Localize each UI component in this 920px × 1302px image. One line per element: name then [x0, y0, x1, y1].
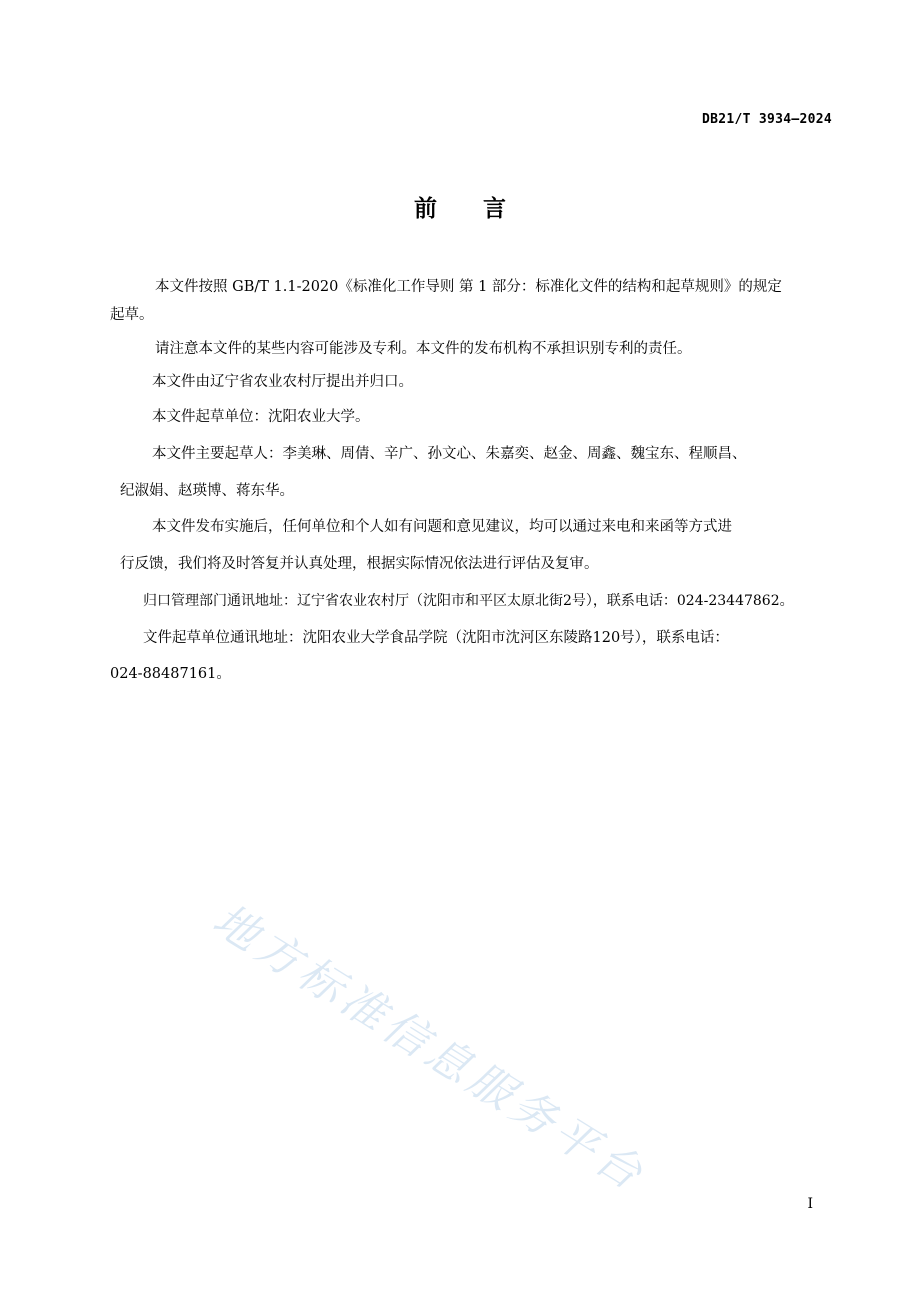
- paragraph-6-line-1: 本文件发布实施后，任何单位和个人如有问题和意见建议，均可以通过来电和来函等方式进: [152, 519, 732, 535]
- watermark: 地方标准信息服务平台: [204, 894, 656, 1203]
- paragraph-5-line-1: 本文件主要起草人：李美琳、周倩、辛广、孙文心、朱嘉奕、赵金、周鑫、魏宝东、程顺昌、: [152, 446, 747, 462]
- paragraph-1-line-1: 本文件按照 GB/T 1.1-2020《标准化工作导则 第 1 部分：标准化文件的结构和起草规则》的规定: [155, 279, 782, 295]
- paragraph-2: 请注意本文件的某些内容可能涉及专利。本文件的发布机构不承担识别专利的责任。: [155, 341, 692, 357]
- paragraph-5-line-2: 纪淑娟、赵瑛博、蒋东华。: [120, 483, 294, 499]
- paragraph-3: 本文件由辽宁省农业农村厅提出并归口。: [152, 374, 413, 390]
- paragraph-4: 本文件起草单位：沈阳农业大学。: [152, 409, 370, 425]
- document-code: DB21/T 3934—2024: [701, 112, 832, 127]
- paragraph-7: 归口管理部门通讯地址：辽宁省农业农村厅（沈阳市和平区太原北街2号），联系电话：024-23447862。: [143, 593, 794, 609]
- paragraph-8-line-1: 文件起草单位通讯地址：沈阳农业大学食品学院（沈阳市沈河区东陵路120号），联系电话：: [143, 630, 729, 646]
- paragraph-6-line-2: 行反馈，我们将及时答复并认真处理，根据实际情况依法进行评估及复审。: [120, 556, 599, 572]
- page-number: I: [807, 1196, 813, 1212]
- page-title: 前言: [414, 196, 552, 222]
- paragraph-1-line-2: 起草。: [110, 307, 154, 323]
- paragraph-8-line-2: 024-88487161。: [110, 666, 231, 682]
